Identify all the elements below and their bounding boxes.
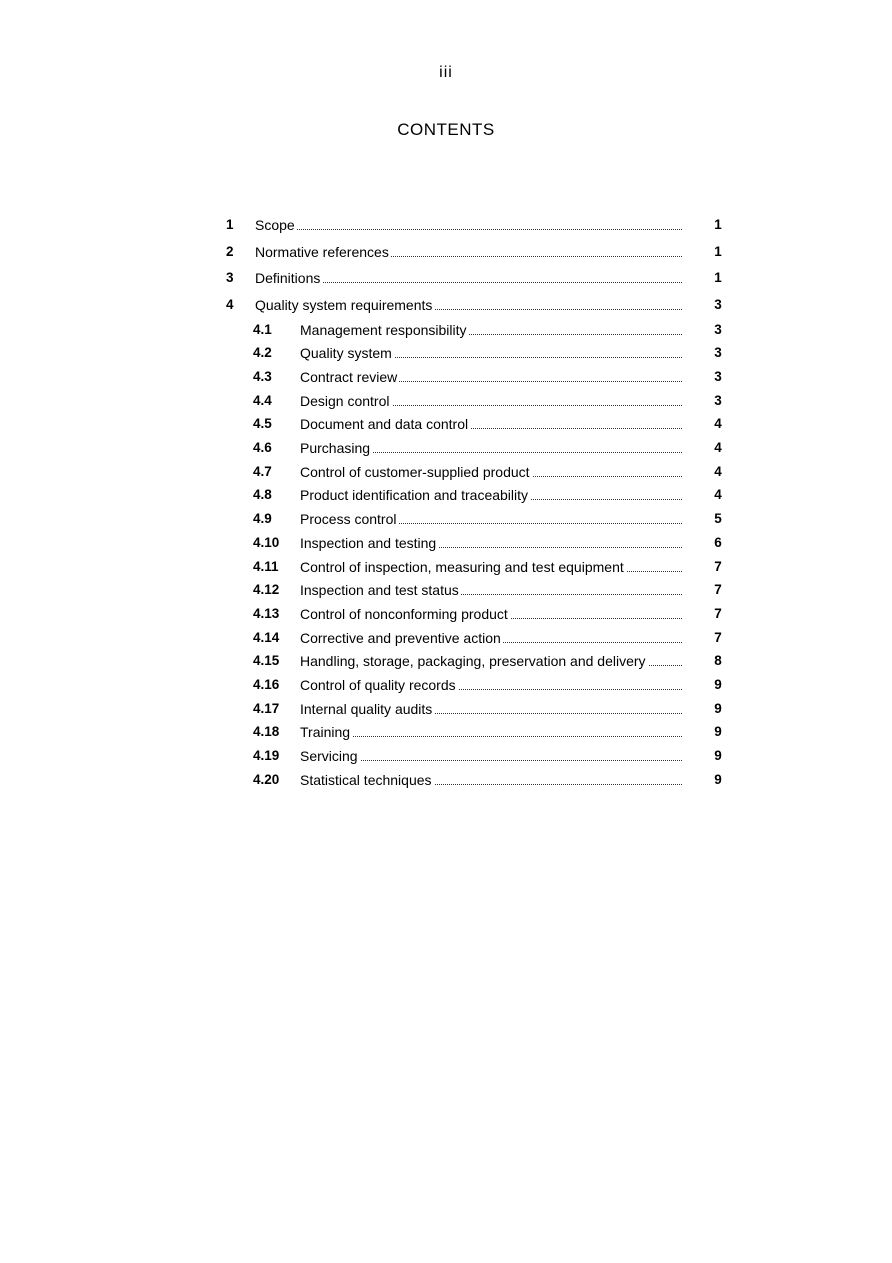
toc-entry-title [300,557,682,577]
toc-entry-number: 4.11 [253,558,279,574]
toc-entry-label: Control of inspection, measuring and test equipment [300,558,624,575]
toc-entry-number: 4.6 [253,440,272,455]
toc-entry-page: 7 [714,558,722,574]
toc-entry [0,343,892,363]
toc-entry-page: 9 [714,700,722,716]
dot-leader [255,229,682,230]
toc-entry-number: 4.14 [253,629,280,645]
toc-entry-title [300,580,682,600]
toc-entry-page: 3 [714,368,722,384]
toc-entry-label: Inspection and testing [300,534,437,551]
toc-entry [0,580,892,600]
toc-entry [0,651,892,671]
toc-entry-title [300,675,682,695]
toc-entry-page: 3 [714,392,722,408]
toc-entry-page: 1 [714,243,722,259]
page-title: CONTENTS [397,120,495,139]
toc-entry [0,438,892,458]
toc-entry [0,509,892,529]
toc-entry-label: Corrective and preventive action [300,629,501,646]
toc-entry-title [255,215,682,235]
toc-entry-number: 4.10 [253,534,280,550]
toc-entry-number: 4.17 [253,700,280,716]
toc-entry [0,604,892,624]
toc-entry-number: 4.4 [253,392,272,408]
toc-entry-label: Design control [300,392,390,409]
toc-entry-title [255,242,682,262]
toc-entry [0,557,892,577]
toc-entry-title [300,628,682,648]
toc-entry-number: 3 [226,270,234,285]
toc-entry-number: 4.9 [253,511,272,527]
toc-entry-label: Control of nonconforming product [300,605,508,622]
toc-entry [0,746,892,766]
toc-entry [0,268,892,288]
toc-entry [0,320,892,340]
toc-entry-page: 9 [714,771,722,787]
toc-entry-title [255,295,682,315]
toc-entry-label: Contract review [300,368,398,385]
toc-entry-number: 4.1 [253,321,272,337]
toc-entry-title [300,414,682,434]
toc-entry-page: 9 [714,748,722,764]
toc-entry-label: Purchasing [300,440,371,456]
toc-entry [0,722,892,742]
toc-entry-label: Servicing [300,748,358,765]
toc-entry-page: 6 [714,534,722,550]
toc-entry-page: 3 [714,321,722,337]
toc-entry [0,485,892,505]
toc-entry-title [300,604,682,624]
toc-entry-title [300,438,682,458]
toc-entry [0,533,892,553]
toc-entry-number: 4.13 [253,605,280,621]
toc-entry-label: Product identification and traceability [300,487,529,504]
toc-entry [0,699,892,719]
toc-entry-title [300,462,682,482]
toc-entry-label: Normative references [255,243,389,260]
toc-entry-label: Internal quality audits [300,700,433,717]
toc-entry-title [300,391,682,411]
toc-entry [0,295,892,315]
toc-entry-number: 4.12 [253,582,280,598]
toc-entry-page: 3 [714,345,722,361]
toc-entry-label: Control of customer-supplied product [300,463,530,480]
toc-entry [0,628,892,648]
toc-entry-page: 4 [714,487,722,503]
page-number: iii [439,64,453,81]
toc-entry-title [300,722,682,742]
toc-entry-title [300,699,682,719]
toc-entry-page: 7 [714,582,722,598]
toc-entry-number: 4.20 [253,771,280,787]
toc-entry-number: 4 [226,296,234,312]
toc-entry-title [255,268,682,288]
toc-entry-label: Training [300,724,351,741]
toc-entry-title [300,770,682,790]
toc-entry-label: Process control [300,511,397,528]
toc-entry-page: 4 [714,440,722,455]
toc-entry-label: Quality system [300,345,392,362]
toc-entry-label: Handling, storage, packaging, preservation and delivery [300,653,646,670]
toc-entry-label: Scope [255,217,295,233]
toc-entry-page: 9 [714,677,722,692]
toc-entry [0,414,892,434]
toc-entry-number: 4.18 [253,724,280,740]
toc-entry-title [300,746,682,766]
toc-entry-page: 8 [714,653,722,669]
toc-entry-number: 4.15 [253,653,280,669]
toc-entry [0,367,892,387]
toc-entry-title [300,485,682,505]
dot-leader [300,736,682,737]
toc-entry [0,462,892,482]
toc-entry [0,675,892,695]
toc-entry-title [300,651,682,671]
toc-entry-page: 5 [714,511,722,527]
toc-entry-label: Statistical techniques [300,771,432,788]
toc-entry-number: 1 [226,217,234,232]
toc-entry-number: 4.7 [253,463,272,479]
toc-entry-number: 4.5 [253,416,272,432]
toc-entry-number: 2 [226,243,234,259]
toc-entry-label: Inspection and test status [300,582,459,599]
toc-entry-title [300,533,682,553]
toc-entry-number: 4.19 [253,748,280,764]
toc-entry-label: Quality system requirements [255,296,433,313]
toc-entry-label: Document and data control [300,416,469,433]
toc-entry-page: 4 [714,463,722,479]
toc-entry-number: 4.3 [253,368,272,384]
toc-entry-page: 1 [714,270,722,285]
toc-entry-label: Definitions [255,270,321,286]
toc-entry-title [300,367,682,387]
toc-entry-label: Control of quality records [300,677,456,693]
toc-entry-page: 7 [714,605,722,621]
toc-entry-title [300,343,682,363]
toc-entry-page: 9 [714,724,722,740]
toc-entry-page: 4 [714,416,722,432]
toc-entry [0,391,892,411]
toc-entry [0,242,892,262]
toc-entry-page: 7 [714,629,722,645]
toc-entry-number: 4.8 [253,487,272,503]
toc-entry-number: 4.2 [253,345,272,361]
toc-entry-title [300,509,682,529]
toc-entry-page: 1 [714,217,722,232]
toc-entry-page: 3 [714,296,722,312]
toc-entry [0,215,892,235]
toc-entry-number: 4.16 [253,677,280,692]
toc-entry-title [300,320,682,340]
toc-entry [0,770,892,790]
toc-entry-label: Management responsibility [300,321,467,338]
